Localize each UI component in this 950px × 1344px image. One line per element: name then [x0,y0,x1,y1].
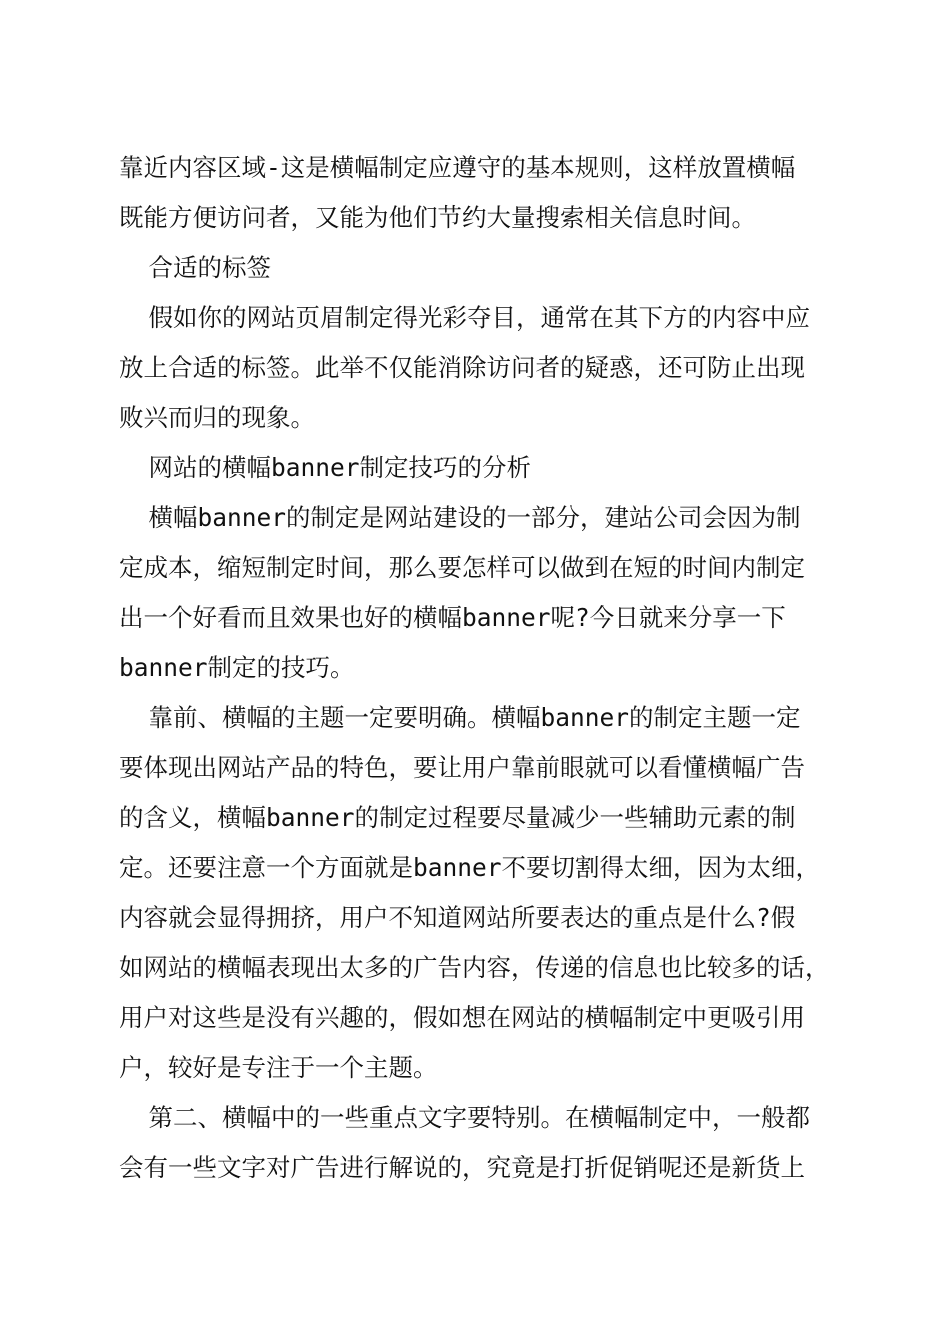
text-line: 放上合适的标签。此举不仅能消除访问者的疑惑，还可防止出现 [119,353,805,382]
text-line: 靠近内容区域-这是横幅制定应遵守的基本规则，这样放置横幅 [119,153,796,182]
document-body [119,143,834,1193]
text-line: 出一个好看而且效果也好的横幅banner呢?今日就来分享一下 [119,603,786,632]
text-line: 要体现出网站产品的特色，要让用户靠前眼就可以看懂横幅广告 [119,753,805,782]
paragraph-second-tip [119,1093,834,1193]
paragraph-labels [119,293,834,443]
text-line: 合适的标签 [119,253,271,282]
text-line: 假如你的网站页眉制定得光彩夺目，通常在其下方的内容中应 [119,303,810,332]
text-line: 内容就会显得拥挤，用户不知道网站所要表达的重点是什么?假 [119,903,796,932]
paragraph-first-tip [119,693,834,1093]
paragraph-banner-intro [119,493,834,693]
heading-banner-techniques [119,443,834,493]
paragraph-banner-placement [119,143,834,243]
text-line: 败兴而归的现象。 [119,403,315,432]
text-line: 网站的横幅banner制定技巧的分析 [119,453,532,482]
text-line: banner制定的技巧。 [119,653,355,682]
text-line: 既能方便访问者，又能为他们节约大量搜索相关信息时间。 [119,203,756,232]
heading-suitable-labels [119,243,834,293]
text-line: 第二、横幅中的一些重点文字要特别。在横幅制定中，一般都 [119,1103,810,1132]
text-line: 会有一些文字对广告进行解说的，究竟是打折促销呢还是新货上 [119,1153,805,1182]
text-line: 户，较好是专注于一个主题。 [119,1053,438,1082]
text-line: 靠前、横幅的主题一定要明确。横幅banner的制定主题一定 [119,703,801,732]
text-line: 如网站的横幅表现出太多的广告内容，传递的信息也比较多的话， [119,953,830,982]
text-line: 用户对这些是没有兴趣的，假如想在网站的横幅制定中更吸引用 [119,1003,805,1032]
text-line: 定成本，缩短制定时间，那么要怎样可以做到在短的时间内制定 [119,553,805,582]
text-line: 定。还要注意一个方面就是banner不要切割得太细，因为太细， [119,853,820,882]
text-line: 横幅banner的制定是网站建设的一部分，建站公司会因为制 [119,503,801,532]
text-line: 的含义，横幅banner的制定过程要尽量减少一些辅助元素的制 [119,803,796,832]
